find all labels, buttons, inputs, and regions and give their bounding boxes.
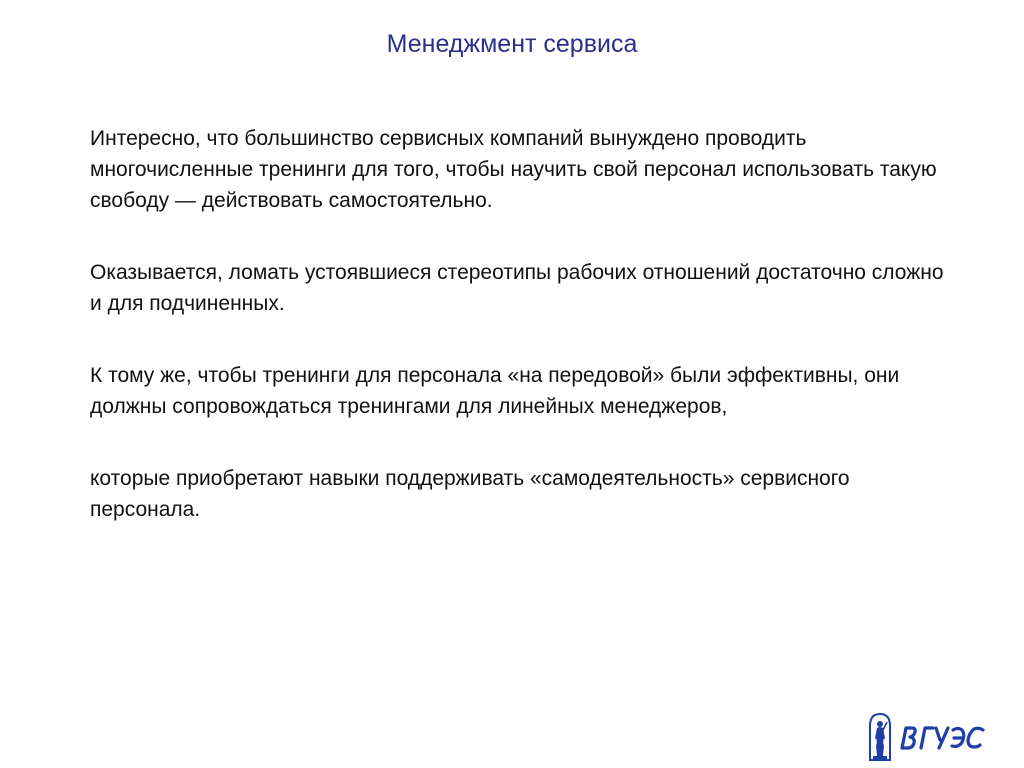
- logo-lettering: [902, 728, 983, 748]
- slide-body: [90, 123, 950, 525]
- paragraph-line-managers: К тому же, чтобы тренинги для персонала «на передовой» были эффективны, они должны сопровождаться тренингами для линейных менеджеров,: [90, 364, 900, 418]
- slide-title: Менеджмент сервиса: [386, 30, 638, 58]
- paragraph-self-initiative: которые приобретают навыки поддерживать «самодеятельность» сервисного персонала.: [90, 467, 850, 521]
- university-logo: [866, 712, 990, 762]
- paragraph-training: Интересно, что большинство сервисных компаний вынуждено проводить многочисленные тренинги для того, чтобы научить свой персонал использовать такую свободу — действовать самостоятельно.: [90, 127, 937, 212]
- statue-emblem-icon: [870, 714, 890, 760]
- paragraph-stereotypes: Оказывается, ломать устоявшиеся стереотипы рабочих отношений достаточно сложно и для подчиненных.: [90, 261, 944, 315]
